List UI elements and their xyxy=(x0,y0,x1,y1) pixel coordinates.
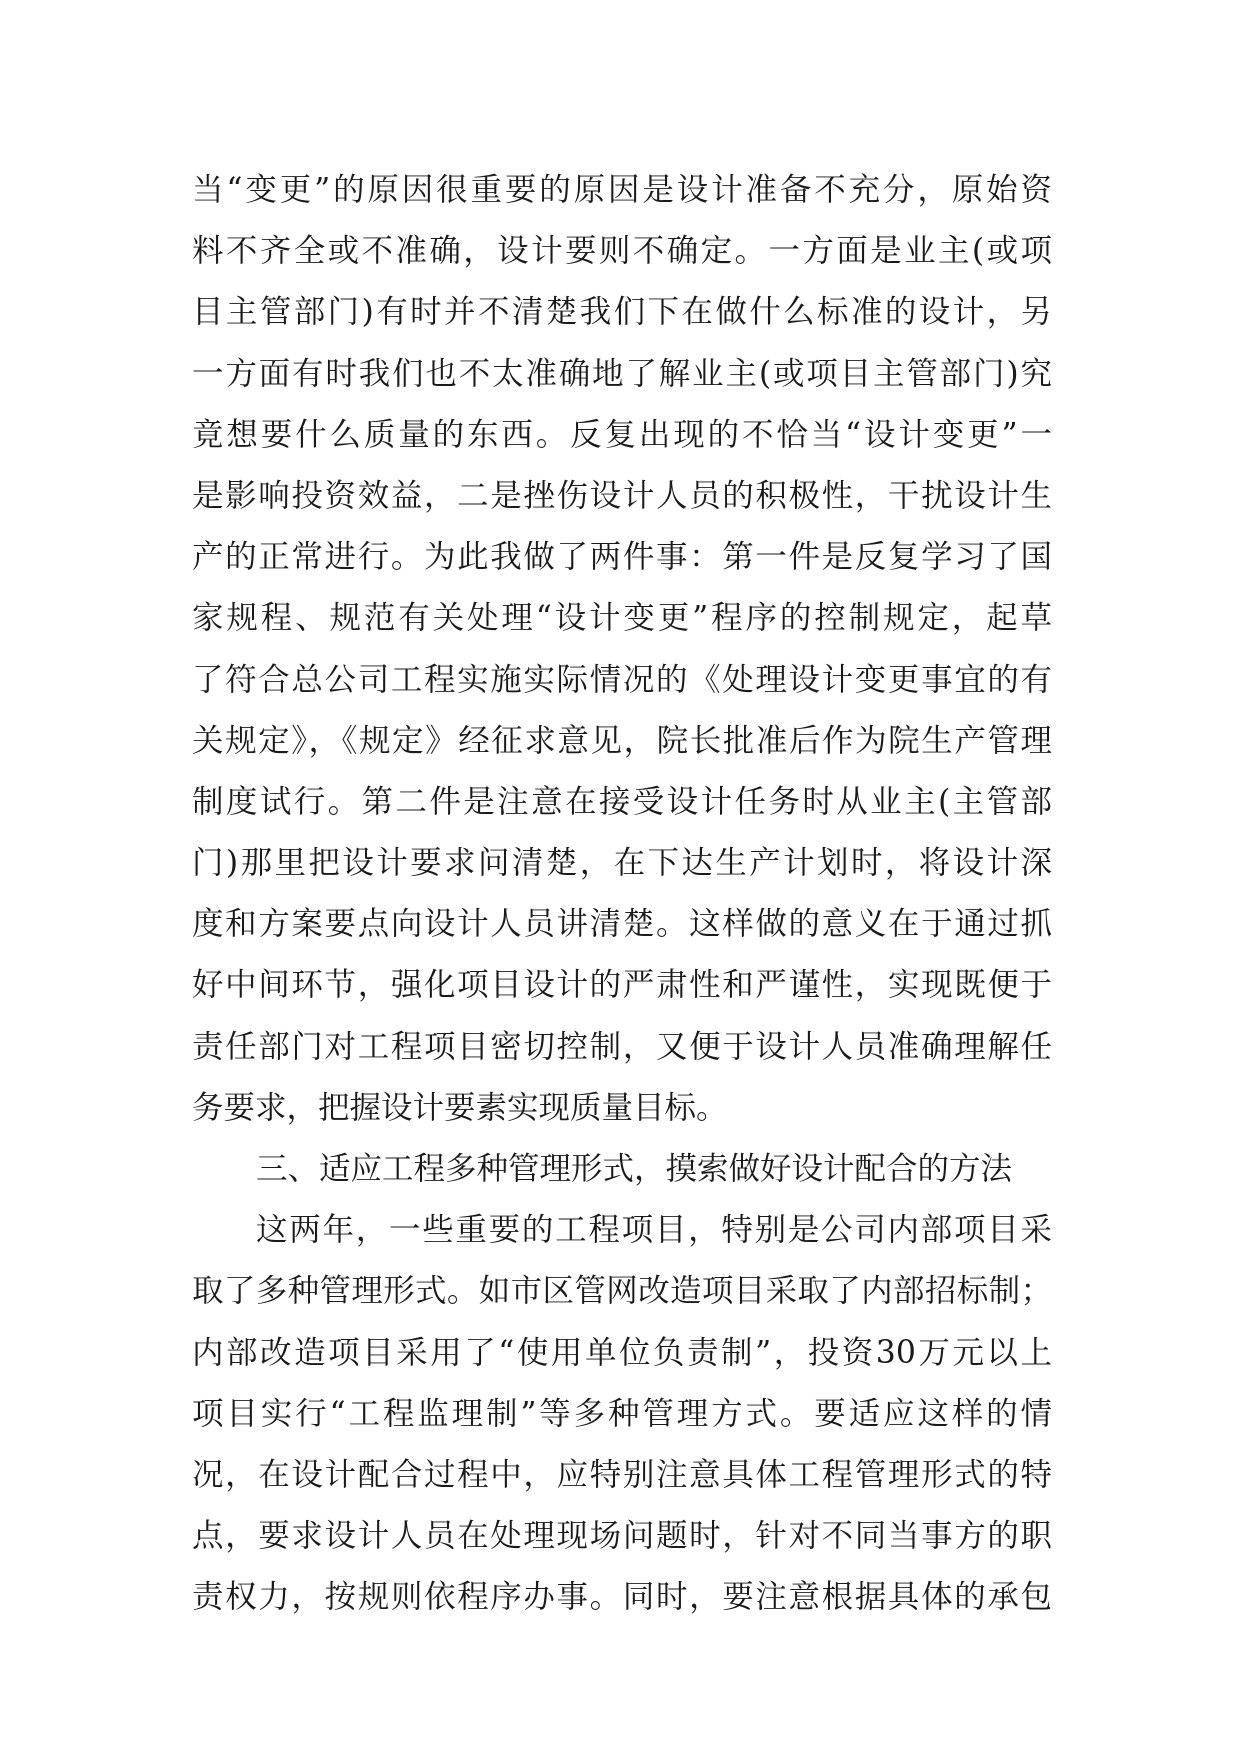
paragraph-first-line: 这两年，一些重要的工程项目，特别是公司内部项目采 xyxy=(256,1212,1052,1249)
body-text xyxy=(192,160,1052,1629)
text-line: 取了多种管理形式。如市区管网改造项目采取了内部招标制； xyxy=(192,1273,1052,1310)
text-line: 目主管部门)有时并不清楚我们下在做什么标准的设计，另 xyxy=(192,294,1052,331)
text-line: 是影响投资效益，二是挫伤设计人员的积极性，干扰设计生 xyxy=(192,477,1052,514)
text-line: 责任部门对工程项目密切控制，又便于设计人员准确理解任 xyxy=(192,1028,1052,1065)
text-line: 一方面有时我们也不太准确地了解业主(或项目主管部门)究 xyxy=(192,355,1052,392)
text-line: 门)那里把设计要求问清楚，在下达生产计划时，将设计深 xyxy=(192,845,1052,882)
text-line: 点，要求设计人员在处理现场问题时，针对不同当事方的职 xyxy=(192,1518,1052,1555)
text-line: 务要求，把握设计要素实现质量目标。 xyxy=(192,1089,728,1126)
text-line: 度和方案要点向设计人员讲清楚。这样做的意义在于通过抓 xyxy=(192,906,1052,943)
text-line: 了符合总公司工程实施实际情况的《处理设计变更事宜的有 xyxy=(192,661,1052,698)
text-line: 产的正常进行。为此我做了两件事：第一件是反复学习了国 xyxy=(192,539,1052,576)
text-line: 料不齐全或不准确，设计要则不确定。一方面是业主(或项 xyxy=(192,233,1052,270)
text-line: 关规定》，《规定》经征求意见，院长批准后作为院生产管理 xyxy=(192,722,1052,759)
text-line: 责权力，按规则依程序办事。同时，要注意根据具体的承包 xyxy=(192,1579,1052,1616)
text-line: 况，在设计配合过程中，应特别注意具体工程管理形式的特 xyxy=(192,1456,1052,1493)
text-line: 家规程、规范有关处理“设计变更”程序的控制规定，起草 xyxy=(192,600,1052,637)
text-line: 当“变更”的原因很重要的原因是设计准备不充分，原始资 xyxy=(192,172,1052,208)
section-heading: 三、适应工程多种管理形式，摸索做好设计配合的方法 xyxy=(256,1151,1013,1187)
text-line: 项目实行“工程监理制”等多种管理方式。要适应这样的情 xyxy=(192,1395,1052,1432)
text-line: 好中间环节，强化项目设计的严肃性和严谨性，实现既便于 xyxy=(192,967,1052,1004)
text-line: 内部改造项目采用了“使用单位负责制”，投资30万元以上 xyxy=(192,1334,1052,1371)
text-line: 竟想要什么质量的东西。反复出现的不恰当“设计变更”一 xyxy=(192,416,1052,453)
text-line: 制度试行。第二件是注意在接受设计任务时从业主(主管部 xyxy=(192,783,1052,820)
